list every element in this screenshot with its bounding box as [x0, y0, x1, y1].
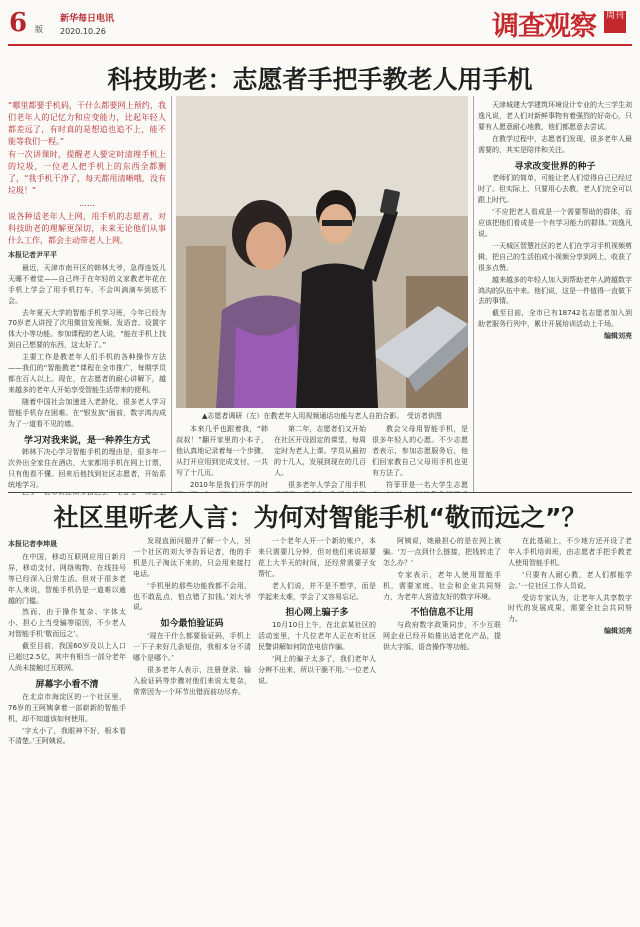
header-divider [8, 44, 632, 46]
column-divider [171, 96, 172, 492]
editor-sign: 编辑刘亮 [604, 332, 632, 341]
article2-byline: 本报记者李坤晟 [8, 540, 57, 548]
newspaper-name: 新华每日电讯 [60, 14, 115, 24]
section-brand: 调查观察 [492, 11, 596, 42]
issue-date: 2020.10.26 [60, 27, 106, 36]
subheading: 如今最怕验证码 [160, 619, 224, 630]
article2-col3: 一个老年人开一个新的账户，本来只需要几分钟，但对他们来说却要花上大半天的时间，还经常需要子女帮忙。 老人们说，并不是不想学，而是学起来太难，学会了又容易忘记。 担心网上骗子多 10月10日上午，在北京某社区的活动室里，十几位老年人正在听社区民警讲解如何防范电信诈骗。 ‘网上的骗子太多了，我们老年人分辨不出来，所以干脆不用。’一位老人说。 [258, 537, 376, 685]
column-divider [473, 96, 474, 492]
article1-col1: “哪里都要手机码，干什么都要网上预约，我们老年人的记忆力和应变能力，比起年轻人都差远了，有时真的是想追也追不上，能不能等我们一程。” 有一次讲课时，提醒老人要定时清理手机上的垃圾，一位老人把手机上的东西全都删了，“我手机干净了，每天都用清晰哦，没有垃圾！” …… 说各种适老年人上网，用手机的志愿者，对科技助老的理解更深切，未来无论他们从事什么工作，都会主动带老人上网。 本报记者尹平平 最近，天津市南开区的韩林大爷，急得连饭儿天睡不着觉——自己终于在年轻的义家教老年花在手机上学会了用手机打车，不会叫滴滴车到底不会。 去年夏天大学的智能手机学习班，今年已经为70岁老人讲授了次用微信发视频、发语音、设置字体大小等功能。参加课程的老人说，“能在手机上找到自己想要的东西，这太好了。” 主要工作是教老年人们手机的各种操作方法——我们的“智能教老”课程在全市推广，每期学员都在百人以上。现在，在志愿者的耐心讲解下，越来越多的老年人开始享受智能生活带来的便利。 随着中国社会加速进入老龄化，很多老人学习智能手机存在困难。在“银发族”面前，数字鸿沟成为了一道看不见的墙。 学习对我来说，是一种养生方式 韩林下决心学习智能手机的理由是，很多年一次外出全家住在酒店，大家都用手机在网上订票，只有他看不懂。回来后他找到社区志愿者，开始系统地学习。 [8, 101, 166, 490]
article1-col2-lower: 本来几乎也跟着我，“韩叔叔！”翻开家里的小本子，他认真地记录着每一个步骤，从打开应用到完成支付，一共写了十几页。 2010年是我们开学的时 [176, 425, 268, 489]
page-header [0, 0, 640, 46]
article1-headline: 科技助老：志愿者手把手教老人用手机 [107, 65, 533, 94]
pull-quote: “哪里都要手机码，干什么都要网上预约，我们老年人的记忆力和应变能力，比起年轻人都差远了，有时真的是想追也追不上，能不能等我们一程。” 有一次讲课时，提醒老人要定时清理手机上的垃圾，一位老人把手机上的东西全都删了，“我手机干净了，每天都用清晰哦，没有垃圾！” …… 说各种适老年人上网，用手机的志愿者，对科技助老的理解更深切，未来无论他们从事什么工作，都会主动带老人上网。 [8, 101, 166, 245]
article-divider [8, 492, 632, 493]
article2-headline: 社区里听老人言：为何对智能手机“敬而远之”？ [53, 503, 587, 532]
article2-col4: 阿姨说，她最担心的是在网上被骗。‘万一点到什么链接，把钱转走了怎么办？’ 专家表示，老年人使用智能手机，需要家庭、社会和企业共同努力，为老年人营造友好的数字环境。 不怕信息不让用 与政府数字政策同步，不少互联网企业已经开始推出适老化产品，提供大字版、语音操作等功能。 [383, 537, 501, 652]
article2-col2: 发现直面问题并了解一个人，另一个社区的刘大爷告诉记者，他的手机是儿子淘汰下来的，只会用来接打电话。 ‘手机里的那些功能我都不会用，也不敢乱点，怕点错了扣钱。’刘大爷说。 如今最怕验证码 ‘现在干什么都要验证码，手机上一下子来好几条短信，我根本分不清哪个是哪个。’ 很多老年人表示，注册登录、输入验证码等步骤对他们来说太复杂，常常因为一个环节出错而前功尽弃。 [133, 537, 251, 696]
article1-col3: 第二年，志愿者们又开始在社区开设固定的课堂，每周定时为老人上课。学员从最初的十几人，发展到现在的几百人。 很多老年人学会了用手机 [274, 425, 366, 489]
page-label: 版 [35, 25, 43, 34]
subheading: 不怕信息不让用 [410, 608, 474, 619]
photo-caption: ▲志愿者调研（左）在教老年人用视频通话功能与老人自拍合影。 受访者供图 [202, 412, 442, 420]
article1-col4: 教会父母用智能手机，是很多年轻人的心愿。不少志愿者表示，参加志愿服务后，他们回家教自己父母用手机也更有方法了。 符菲菲是一名大学生志愿 [372, 425, 468, 489]
article1-byline: 本报记者尹平平 [8, 251, 57, 259]
subheading: 屏幕字小看不清 [35, 679, 99, 690]
subheading: 担心网上骗子多 [285, 608, 349, 619]
article-photo [176, 96, 468, 408]
page-number: 6 [9, 8, 28, 38]
article1-col5: 天津城建大学建筑环境设计专业的大三学生刘逸凡说，老人们对新鲜事物有着强烈的好奇心，只要有人愿意耐心地教，他们都愿意去尝试。 在教学过程中，志愿者们发现，很多老年人最需要的，其实是陪伴和关注。 寻求改变世界的种子 老师们的简单，可能让老人们觉得自己已经过时了。但实际上，只要用心去教，老人们完全可以跟上时代。 ‘不应把老人看成是一个需要帮助的群体，而应该把他们看成是一个有学习能力的群体。’刘逸凡说。 一天城区智慧社区的老人们在学习手机视频剪辑，把自己的生活拍成小视频分享到网上，收获了很多点赞。 越来越多的年轻人加入到帮助老年人跨越数字鸿沟的队伍中来。他们说，这是一件值得一直做下去的事情。 截至目前，全市已有18742名志愿者加入到助老服务行列中，累计开展培训活动上千场。 编辑刘亮 [478, 101, 632, 341]
subheading: 寻求改变世界的种子 [514, 161, 596, 172]
article2-col5: 在此基础上，不少地方还开设了老年人手机培训班，由志愿者手把手教老人使用智能手机。 ‘只要有人耐心教，老人们都能学会。’一位社区工作人员说。 受访专家认为，让老年人共享数字时代的发展成果，需要全社会共同努力。 编辑刘亮 [508, 537, 632, 636]
editor-sign: 编辑刘亮 [604, 627, 632, 636]
subheading: 学习对我来说，是一种养生方式 [23, 435, 150, 446]
volunteer-selfie-photo [176, 96, 468, 408]
article2-col1: 本报记者李坤晟 在中国，移动互联网应用日新月异，移动支付、网络购物、在线挂号等已经深入日常生活。但对于很多老年人来说，智能手机仍是一道难以逾越的门槛。 然而，由于操作复杂、字体太小、担心上当受骗等原因，不少老人对智能手机‘敬而远之’。 截至目前，我国60岁及以上人口已超过2.5亿，其中有相当一部分老年人尚未接触过互联网。 屏幕字小看不清 在北京市海淀区的一个社区里，76岁的王阿姨拿着一部崭新的智能手机，却不知道该如何使用。 ‘字太小了，我眼神不好，根本看不清楚。’王阿姨说。 [8, 540, 126, 746]
brand-tag: 周刊 [604, 11, 626, 33]
